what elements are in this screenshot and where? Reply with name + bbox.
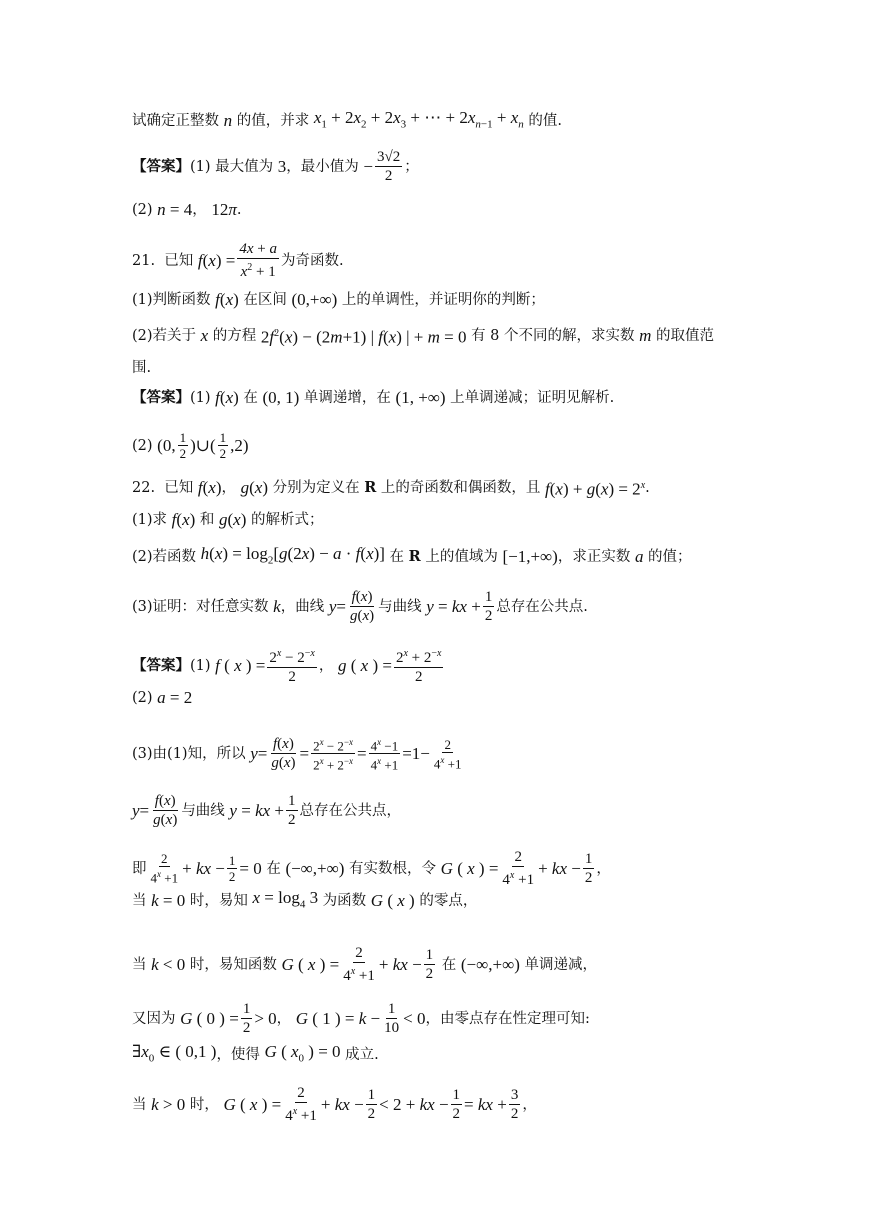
fraction: $\frac{3√2}{2}$ bbox=[376, 149, 401, 184]
text-line-14: 【答案】 (1) f ( x ) = $\frac{2^x - 2^{-x}}{2}$ ， g ( x ) = $\frac{2^x + 2^{-x}}{2}$ bbox=[132, 645, 445, 686]
text-line-8: 【答案】 (1) f (x) 在 (0, 1) 单调递增，在 (1, +∞) 上单调递减；证明见解析. bbox=[132, 388, 615, 407]
text-line-10: 22. 已知 f (x) ， g (x) 分别为定义在 R 上的奇函数和偶函数，且 $f(x) + g(x) = 2^x$ . bbox=[132, 477, 650, 499]
text-line-1: 试确定正整数 n 的值，并求 $x_1 + 2x_2 + 2x_3$ + ⋯ + $2x_{n-1} + x_n$ 的值. bbox=[132, 108, 562, 134]
text-line-11: (1)求 f (x) 和 g (x) 的解析式； bbox=[132, 510, 324, 529]
line-1-prefix: 试确定正整数 bbox=[132, 113, 224, 130]
text-line-2: 【答案】 (1) 最大值为 3 ，最小值为 − $\frac{3√2}{2}$ ； bbox=[132, 149, 419, 184]
text-line-19: 当 k = 0 时，易知 $x = \log_4 3$ 为函数 G ( x ) 的零点， bbox=[132, 888, 478, 911]
text-line-21: 又因为 G ( 0 ) = $\frac{1}{2}$ > 0 ， G ( 1 ) = k − $\frac{1}{10}$ < 0 ，由零点存在性定理可知: bbox=[132, 1001, 590, 1036]
text-line-18: 即 $\frac{2}{4^x +1}$ + kx − $\frac{1}{2}$ = 0 在 (−∞,+∞) 有实数根，令 G ( x ) = $\frac{2}{4^x +1}$ + kx − $\frac{1}{2}$ ， bbox=[132, 849, 611, 888]
text-line-17: y = $\frac{f(x)}{g(x)}$ 与曲线 y = kx + $\frac{1}{2}$ 总存在公共点， bbox=[132, 793, 401, 828]
text-line-23: 当 k > 0 时， G ( x ) = $\frac{2}{4^x +1}$ + kx − $\frac{1}{2}$ < 2 + kx − $\frac{1}{2}$ = kx + $\frac{3}{2}$ ， bbox=[132, 1085, 537, 1124]
text-line-5: (1)判断函数 f (x) 在区间 (0,+∞) 上的单调性，并证明你的判断； bbox=[132, 290, 545, 309]
sum-expression: $x_1 + 2x_2 + 2x_3$ + ⋯ + $2x_{n-1} + x_n$ bbox=[313, 108, 524, 131]
text-line-6: (2)若关于 x 的方程 $2f^2(x) - (2m+1)$ | f(x) | + m = 0 有 8 个不同的解，求实数 m 的取值范 bbox=[132, 325, 715, 347]
text-line-9: (2) (0, $\frac{1}{2}$ )∪( $\frac{1}{2}$ ,2) bbox=[132, 430, 249, 461]
text-line-7: 围. bbox=[132, 360, 152, 376]
text-line-13: (3)证明：对任意实数 k ，曲线 y = $\frac{f(x)}{g(x)}$ 与曲线 y = kx + $\frac{1}{2}$ 总存在公共点. bbox=[132, 589, 588, 624]
text-line-22: $\exists x_0$ ∈ ( 0,1 ) ，使得 G ( $x_0$ ) = 0 成立. bbox=[132, 1042, 379, 1065]
text-line-12: (2)若函数 $h(x) = \log_2[g(2x) - a \cdot f(x)]$ 在 R 上的值域为 [−1,+∞) ，求正实数 a 的值； bbox=[132, 544, 692, 567]
text-line-15: (2) a = 2 bbox=[132, 688, 193, 707]
text-line-3: (2) n = 4 ， 12π . bbox=[132, 200, 242, 219]
text-line-20: 当 k < 0 时，易知函数 G ( x ) = $\frac{2}{4^x +1}$ + kx − $\frac{1}{2}$ 在 (−∞,+∞) 单调递减， bbox=[132, 945, 597, 984]
text-line-16: (3)由(1)知，所以 y = $\frac{f(x)}{g(x)}$ = $\frac{2^x - 2^{-x}}{2^x + 2^{-x}}$ = $\frac{4^x -1}{4^x +1}$ =1− $\frac{2}{4^x +1}$ bbox=[132, 736, 462, 773]
text-line-4: 21. 已知 f (x) = $\frac{4x + a}{x^2 + 1}$ 为奇函数. bbox=[132, 241, 344, 280]
